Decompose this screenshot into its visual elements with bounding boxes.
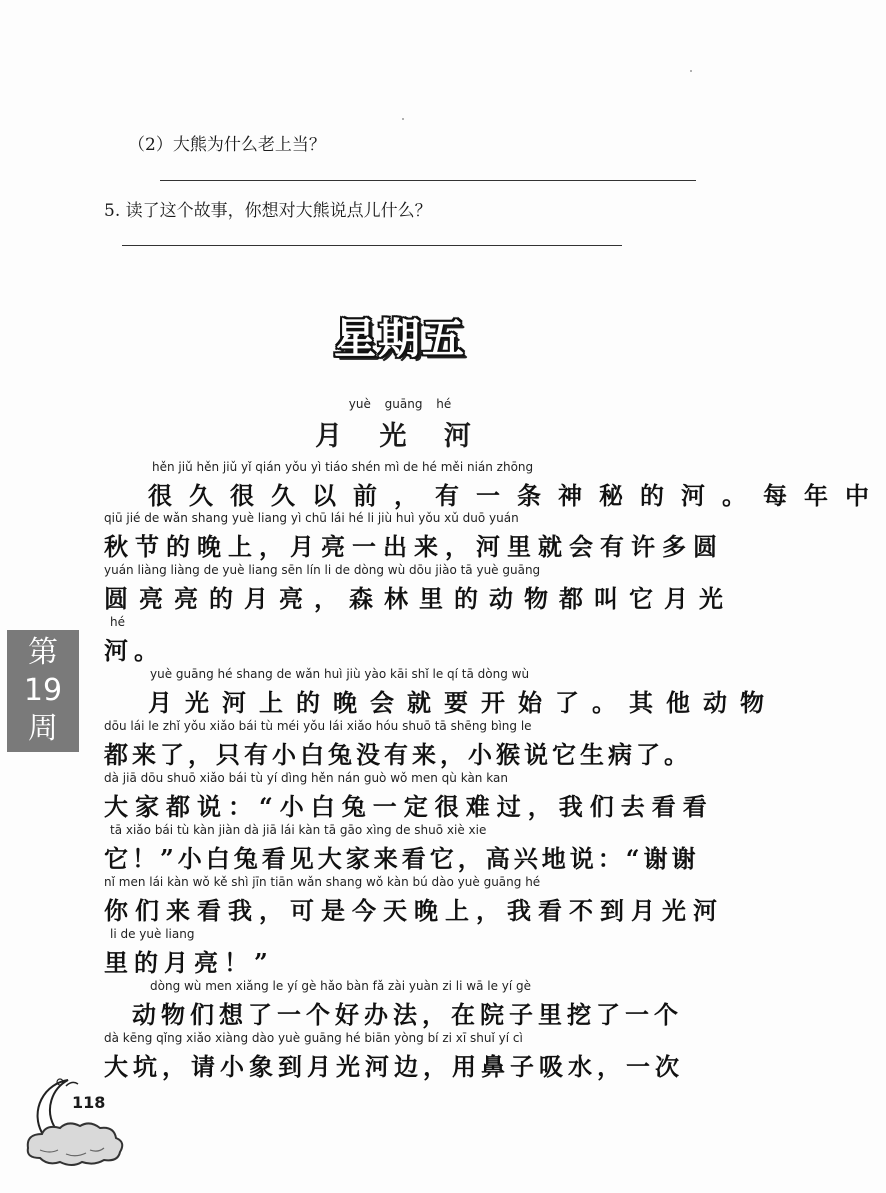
line-pinyin: dà kēng qǐng xiǎo xiàng dào yuè guāng hé biān yòng bí zi xī shuǐ yí cì: [104, 1031, 523, 1045]
answer-line-2[interactable]: [122, 245, 622, 246]
line-hanzi: 月光河上的晚会就要开始了。其他动物: [148, 688, 777, 717]
answer-line-1[interactable]: [160, 180, 696, 181]
line-hanzi: 很久很久以前，有一条神秘的河。每年中: [148, 481, 886, 510]
question-4-2: （2）大熊为什么老上当？: [128, 135, 326, 155]
story-title: 月 光 河: [315, 421, 485, 452]
line-hanzi: 你们来看我，可是今天晚上，我看不到月光河: [104, 896, 724, 925]
line-hanzi: 秋节的晚上，月亮一出来，河里就会有许多圆: [104, 532, 724, 561]
week-tab-char-1: 第: [28, 635, 58, 670]
line-pinyin: hé: [110, 615, 125, 629]
line-pinyin: dà jiā dōu shuō xiǎo bái tù yí dìng hěn nán guò wǒ men qù kàn kan: [104, 771, 508, 785]
line-hanzi: 它！”小白兔看见大家来看它，高兴地说：“谢谢: [104, 844, 700, 873]
line-hanzi: 大坑，请小象到月光河边，用鼻子吸水，一次: [104, 1052, 684, 1081]
story-title-pinyin: yuè guāng hé: [348, 397, 452, 411]
moon-cloud-icon: [20, 1070, 130, 1170]
line-pinyin: li de yuè liang: [110, 927, 195, 941]
line-hanzi: 大家都说：“小白兔一定很难过，我们去看看: [104, 792, 714, 821]
line-hanzi: 都来了，只有小白兔没有来，小猴说它生病了。: [104, 740, 692, 769]
line-hanzi: 圆亮亮的月亮，森林里的动物都叫它月光: [104, 584, 734, 613]
week-tab: [7, 630, 79, 752]
page-number: 118: [72, 1093, 106, 1112]
speck: [402, 118, 404, 120]
line-hanzi: 动物们想了一个好办法，在院子里挖了一个: [132, 1000, 683, 1029]
line-pinyin: yuè guāng hé shang de wǎn huì jiù yào kāi shǐ le qí tā dòng wù: [150, 667, 530, 681]
line-hanzi: 河。: [104, 636, 164, 665]
line-pinyin: hěn jiǔ hěn jiǔ yǐ qián yǒu yì tiáo shén mì de hé měi nián zhōng: [152, 460, 534, 474]
line-pinyin: yuán liàng liàng de yuè liang sēn lín li de dòng wù dōu jiào tā yuè guāng: [104, 563, 541, 577]
question-5: 5. 读了这个故事，你想对大熊说点儿什么？: [104, 201, 432, 221]
line-hanzi: 里的月亮！”: [104, 948, 274, 977]
line-pinyin: nǐ men lái kàn wǒ kě shì jīn tiān wǎn shang wǒ kàn bú dào yuè guāng hé: [104, 875, 541, 889]
line-pinyin: qiū jié de wǎn shang yuè liang yì chū lái hé li jiù huì yǒu xǔ duō yuán: [104, 511, 519, 525]
day-heading: [0, 306, 800, 366]
week-tab-number: 19: [23, 673, 63, 708]
day-heading-text: 星期五: [333, 314, 466, 363]
line-pinyin: tā xiǎo bái tù kàn jiàn dà jiā lái kàn tā gāo xìng de shuō xiè xie: [110, 823, 487, 837]
line-pinyin: dòng wù men xiǎng le yí gè hǎo bàn fǎ zài yuàn zi li wā le yí gè: [150, 979, 532, 993]
speck: [690, 70, 692, 72]
line-pinyin: dōu lái le zhǐ yǒu xiǎo bái tù méi yǒu lái xiǎo hóu shuō tā shēng bìng le: [104, 719, 532, 733]
week-tab-char-2: 周: [28, 711, 58, 746]
